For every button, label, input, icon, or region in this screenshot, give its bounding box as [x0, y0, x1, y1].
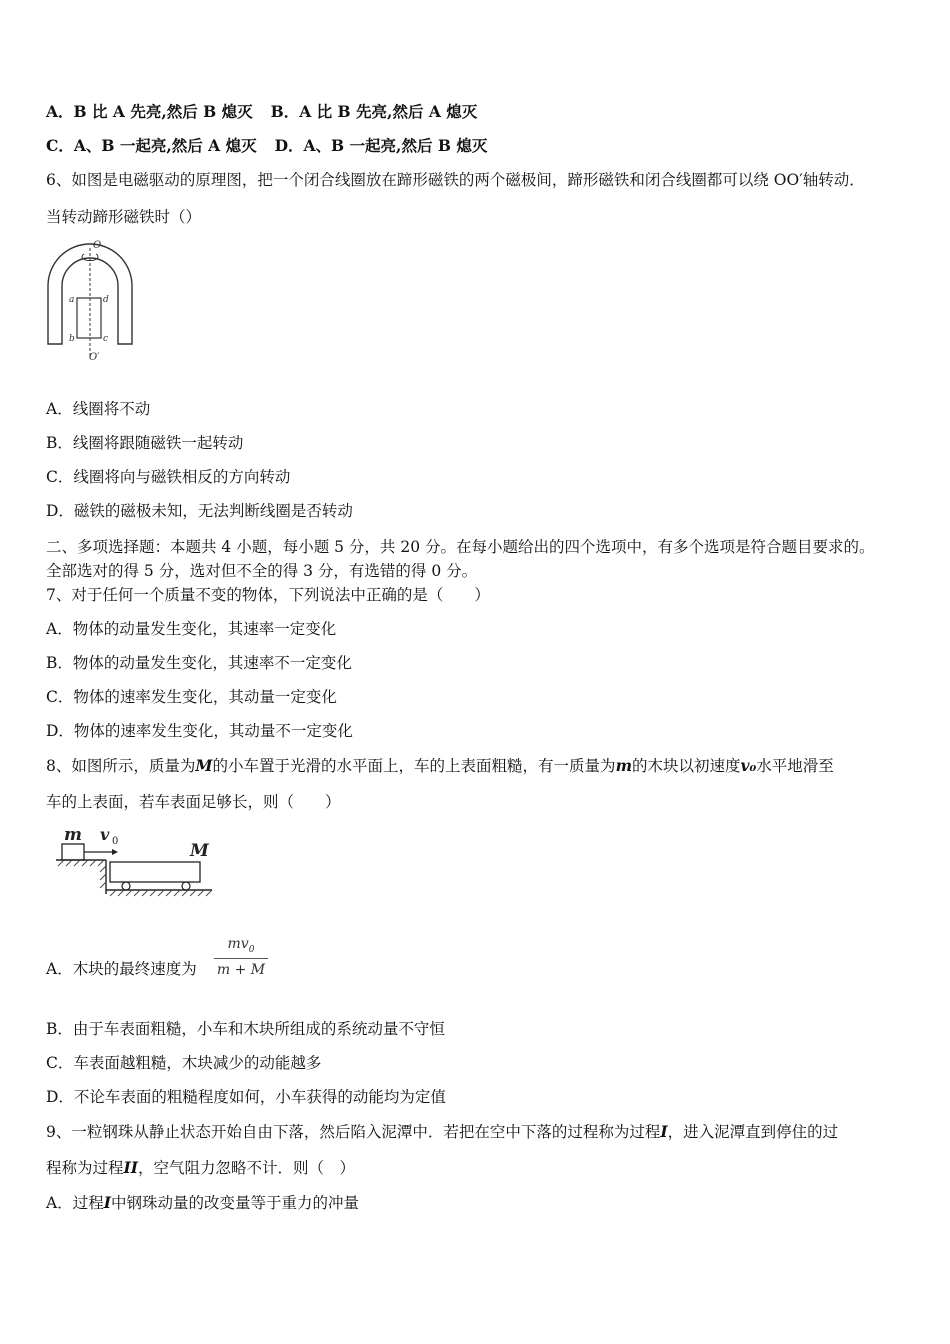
q8-stem-line2: 车的上表面，若车表面足够长，则（ ）: [46, 793, 341, 811]
section2-line1: 二、多项选择题：本题共 4 小题，每小题 5 分，共 20 分。在每小题给出的四个选项中，有多个选项是符合题目要求的。: [46, 538, 875, 556]
q5-option-a: A．B 比 A 先亮,然后 B 熄灭: [46, 102, 253, 121]
fraction-numerator: $mv_0$: [214, 936, 268, 959]
q7-option-d: D．物体的速率发生变化，其动量不一定变化: [46, 722, 353, 740]
q9-stem-l2-part2: ，空气阻力忽略不计．则（ ）: [138, 1159, 356, 1177]
q6-option-c: C．线圈将向与磁铁相反的方向转动: [46, 468, 291, 486]
q8-option-b: B．由于车表面粗糙，小车和木块所组成的系统动量不守恒: [46, 1020, 445, 1038]
q9-option-a: [46, 1192, 910, 1214]
q8-option-a: A．木块的最终速度为: [46, 960, 197, 978]
cart-wheel-left: [122, 882, 130, 890]
fraction-denominator: m + M: [216, 961, 266, 978]
label-a: a: [69, 295, 75, 305]
q9-stem-part2: ，进入泥潭直到停住的过: [667, 1123, 839, 1141]
q6-stem-line2: 当转动蹄形磁铁时（）: [46, 208, 202, 226]
q7-option-a: A．物体的动量发生变化，其速率一定变化: [46, 620, 337, 638]
q9-stem-l2-part1: 程称为过程: [46, 1159, 124, 1177]
q8-stem-v0: v₀: [740, 756, 757, 775]
q9-option-a-part1: A．过程: [46, 1194, 104, 1212]
closed-coil: [77, 298, 101, 338]
q5-option-c: C．A、B 一起亮,然后 A 熄灭: [46, 136, 257, 155]
q5-option-b: B．A 比 B 先亮,然后 A 熄灭: [270, 102, 478, 121]
q5-option-d: D．A、B 一起亮,然后 B 熄灭: [274, 136, 488, 155]
q9-stem-part1: 9、一粒钢珠从静止状态开始自由下落，然后陷入泥潭中．若把在空中下落的过程称为过程: [46, 1123, 661, 1141]
ground-hatching: [110, 890, 212, 896]
label-o-bottom: O′: [89, 352, 100, 363]
q8-stem-m: m: [615, 756, 632, 775]
cart-M: [110, 862, 200, 882]
q8-stem-part2: 的小车置于光滑的水平面上，车的上表面粗糙，有一质量为: [212, 757, 616, 775]
label-d: d: [103, 295, 109, 305]
q8-stem-M: M: [195, 756, 213, 775]
arrow-head-icon: [112, 849, 118, 855]
block-m: [62, 844, 84, 860]
q9-stem-I: I: [660, 1122, 668, 1141]
label-o-top: O: [93, 240, 102, 251]
label-v-sub: 0: [112, 836, 119, 847]
q6-stem-line1: 6、如图是电磁驱动的原理图，把一个闭合线圈放在蹄形磁铁的两个磁极间，蹄形磁铁和闭合线圈都可以绕 OO′轴转动．: [46, 171, 865, 189]
q5-options-row1: [46, 101, 910, 123]
q6-option-d: D．磁铁的磁极未知，无法判断线圈是否转动: [46, 502, 353, 520]
section2-line2: 全部选对的得 5 分，选对但不全的得 3 分，有选错的得 0 分。: [46, 562, 478, 580]
horseshoe-magnet-figure: [40, 236, 140, 366]
q6-option-a: A．线圈将不动: [46, 400, 151, 418]
q6-option-b: B．线圈将跟随磁铁一起转动: [46, 434, 244, 452]
q9-stem-line2: [46, 1157, 910, 1179]
q8-stem-part3: 的木块以初速度: [631, 757, 741, 775]
cart-block-figure: [52, 822, 222, 900]
q9-stem-line1: [46, 1121, 910, 1143]
label-c: c: [103, 334, 109, 344]
q8-stem-line1: [46, 755, 910, 777]
label-b: b: [69, 334, 75, 344]
label-m: m: [64, 825, 82, 845]
q9-option-a-I: I: [103, 1193, 111, 1212]
q7-stem: 7、对于任何一个质量不变的物体，下列说法中正确的是（ ）: [46, 586, 490, 604]
q8-option-c: C．车表面越粗糙，木块减少的动能越多: [46, 1054, 322, 1072]
platform-hatching: [58, 860, 106, 888]
q9-option-a-part2: 中钢珠动量的改变量等于重力的冲量: [110, 1194, 359, 1212]
q9-stem-II: II: [123, 1158, 139, 1177]
q7-option-b: B．物体的动量发生变化，其速率不一定变化: [46, 654, 352, 672]
q8-stem-part4: 水平地滑至: [756, 757, 834, 775]
label-v: v: [100, 825, 110, 844]
q8-option-a-fraction: [214, 936, 268, 978]
cart-wheel-right: [182, 882, 190, 890]
q8-option-d: D．不论车表面的粗糙程度如何，小车获得的动能均为定值: [46, 1088, 446, 1106]
q8-stem-part1: 8、如图所示，质量为: [46, 757, 196, 775]
label-M: M: [190, 841, 209, 861]
q5-options-row2: [46, 135, 910, 157]
q7-option-c: C．物体的速率发生变化，其动量一定变化: [46, 688, 337, 706]
